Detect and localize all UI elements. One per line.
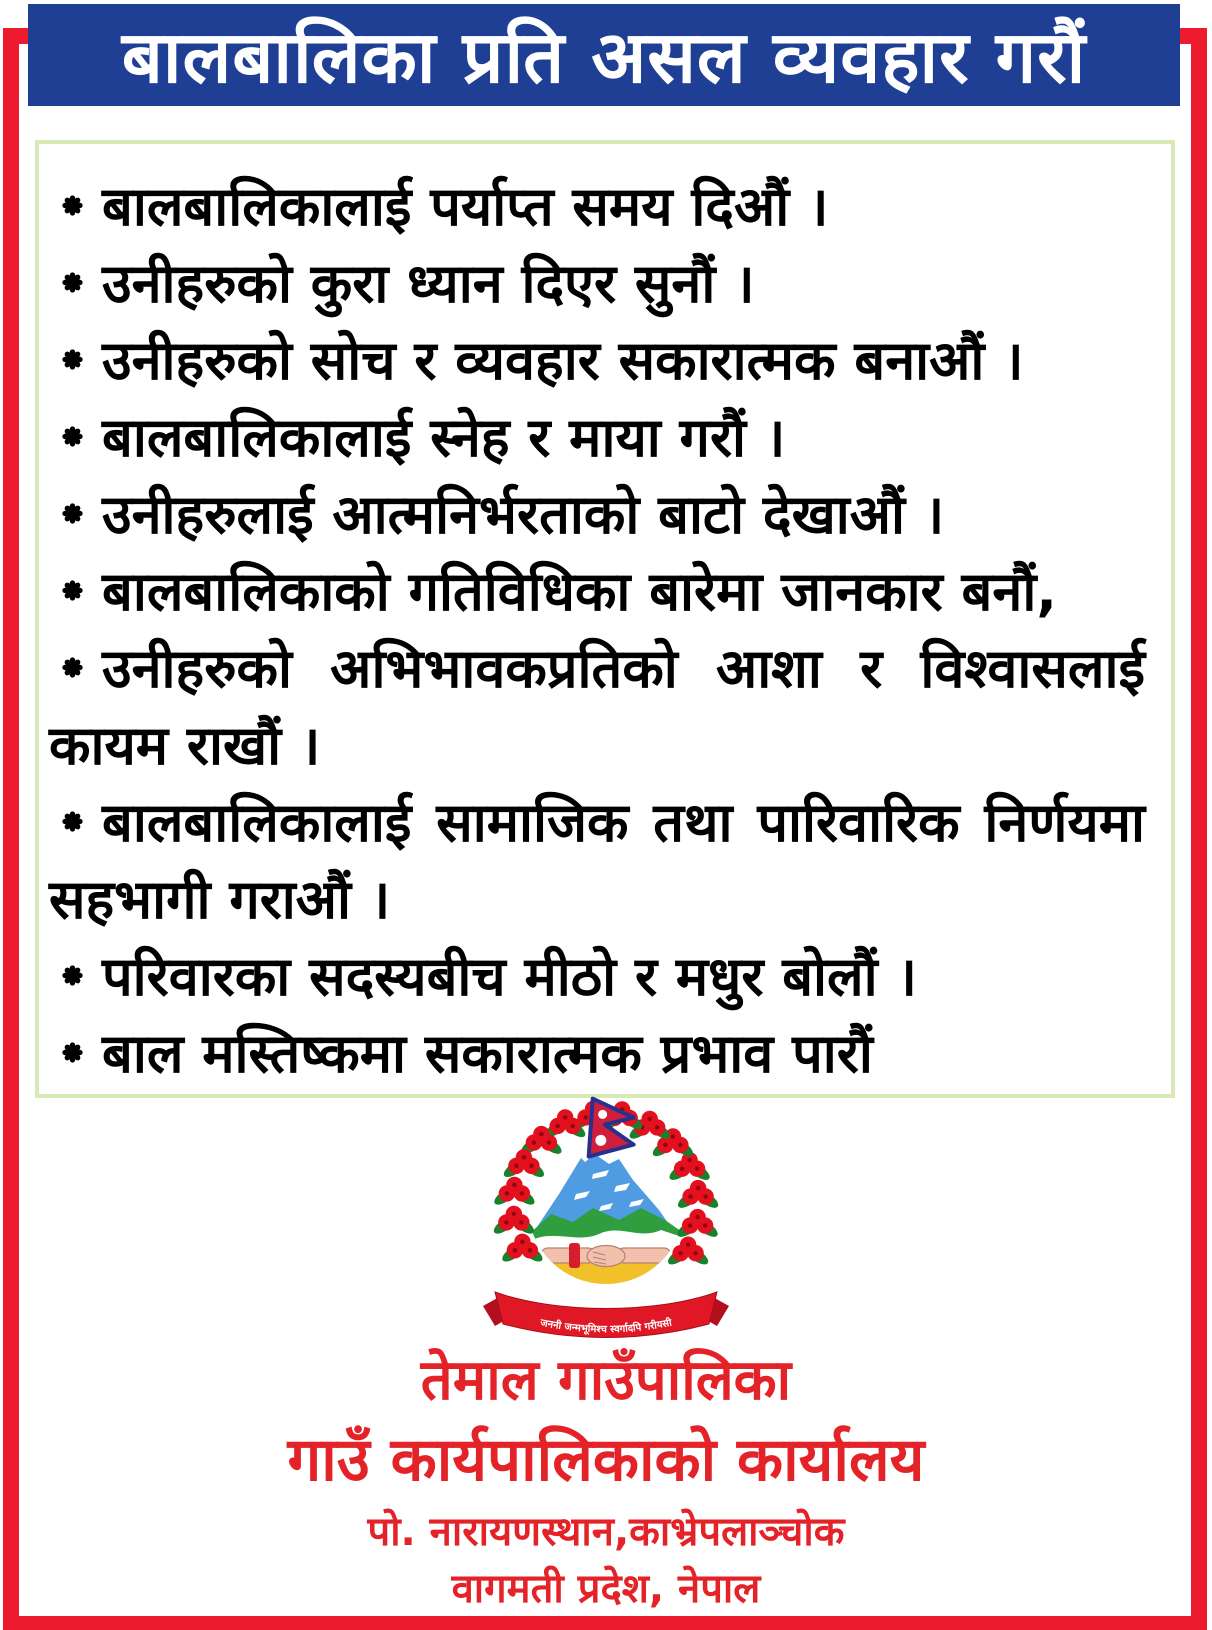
- nepal-emblem: [481, 1094, 731, 1344]
- flower-bullet-icon: [59, 577, 86, 604]
- flower-bullet-icon: [59, 962, 86, 989]
- guideline-item: [49, 553, 1145, 630]
- guideline-item: [49, 168, 1145, 245]
- flower-bullet-icon: [59, 269, 86, 296]
- guideline-text: परिवारका सदस्यबीच मीठो र मधुर बोलौं ।: [102, 945, 917, 1008]
- flower-bullet-icon: [59, 808, 86, 835]
- guideline-text: बाल मस्तिष्कमा सकारात्मक प्रभाव पारौं: [102, 1022, 873, 1085]
- guideline-text: उनीहरुको कुरा ध्यान दिएर सुनौं ।: [102, 252, 755, 315]
- office-name: गाउँ कार्यपालिकाको कार्यालय: [287, 1425, 925, 1495]
- flower-bullet-icon: [59, 192, 86, 219]
- motto-ribbon-icon: [483, 1292, 729, 1338]
- flower-bullet-icon: [59, 346, 86, 373]
- footer-block: [0, 1345, 1212, 1617]
- province-line: वागमती प्रदेश, नेपाल: [451, 1566, 761, 1612]
- guideline-text: उनीहरुको अभिभावकप्रतिको आशा र विश्वासलाई कायम राखौं ।: [49, 637, 1145, 777]
- nepal-coat-of-arms-icon: [481, 1094, 731, 1344]
- guideline-item: [49, 784, 1145, 938]
- emblem-motto: जननी जन्मभूमिश्च स्वर्गादपि गरीयसी: [539, 1317, 673, 1336]
- flower-bullet-icon: [59, 500, 86, 527]
- guidelines-list: [39, 144, 1171, 1092]
- guideline-text: बालबालिकालाई सामाजिक तथा पारिवारिक निर्णयमा सहभागी गराऔं ।: [49, 791, 1145, 931]
- org-name: तेमाल गाउँपालिका: [420, 1348, 792, 1413]
- guideline-text: बालबालिकालाई स्नेह र माया गरौं ।: [102, 406, 786, 469]
- guideline-item: [49, 245, 1145, 322]
- guideline-item: [49, 399, 1145, 476]
- address-line: पो. नारायणस्थान,काभ्रेपलाञ्चोक: [367, 1509, 845, 1555]
- guidelines-box: [35, 140, 1175, 1098]
- guideline-text: उनीहरुलाई आत्मनिर्भरताको बाटो देखाऔं ।: [102, 483, 945, 546]
- page-title: बालबालिका प्रति असल व्यवहार गरौं: [121, 15, 1087, 99]
- header-banner: [28, 4, 1180, 106]
- guideline-item: [49, 476, 1145, 553]
- guideline-text: उनीहरुको सोच र व्यवहार सकारात्मक बनाऔं ।: [102, 329, 1024, 392]
- flower-bullet-icon: [59, 423, 86, 450]
- guideline-text: बालबालिकालाई पर्याप्त समय दिऔं ।: [102, 175, 829, 238]
- guideline-text: बालबालिकाको गतिविधिका बारेमा जानकार बनौं,: [102, 560, 1057, 623]
- guideline-item: [49, 938, 1145, 1015]
- flower-bullet-icon: [59, 1039, 86, 1066]
- guideline-item: [49, 322, 1145, 399]
- guideline-item: [49, 1015, 1145, 1092]
- guideline-item: [49, 630, 1145, 784]
- flower-bullet-icon: [59, 654, 86, 681]
